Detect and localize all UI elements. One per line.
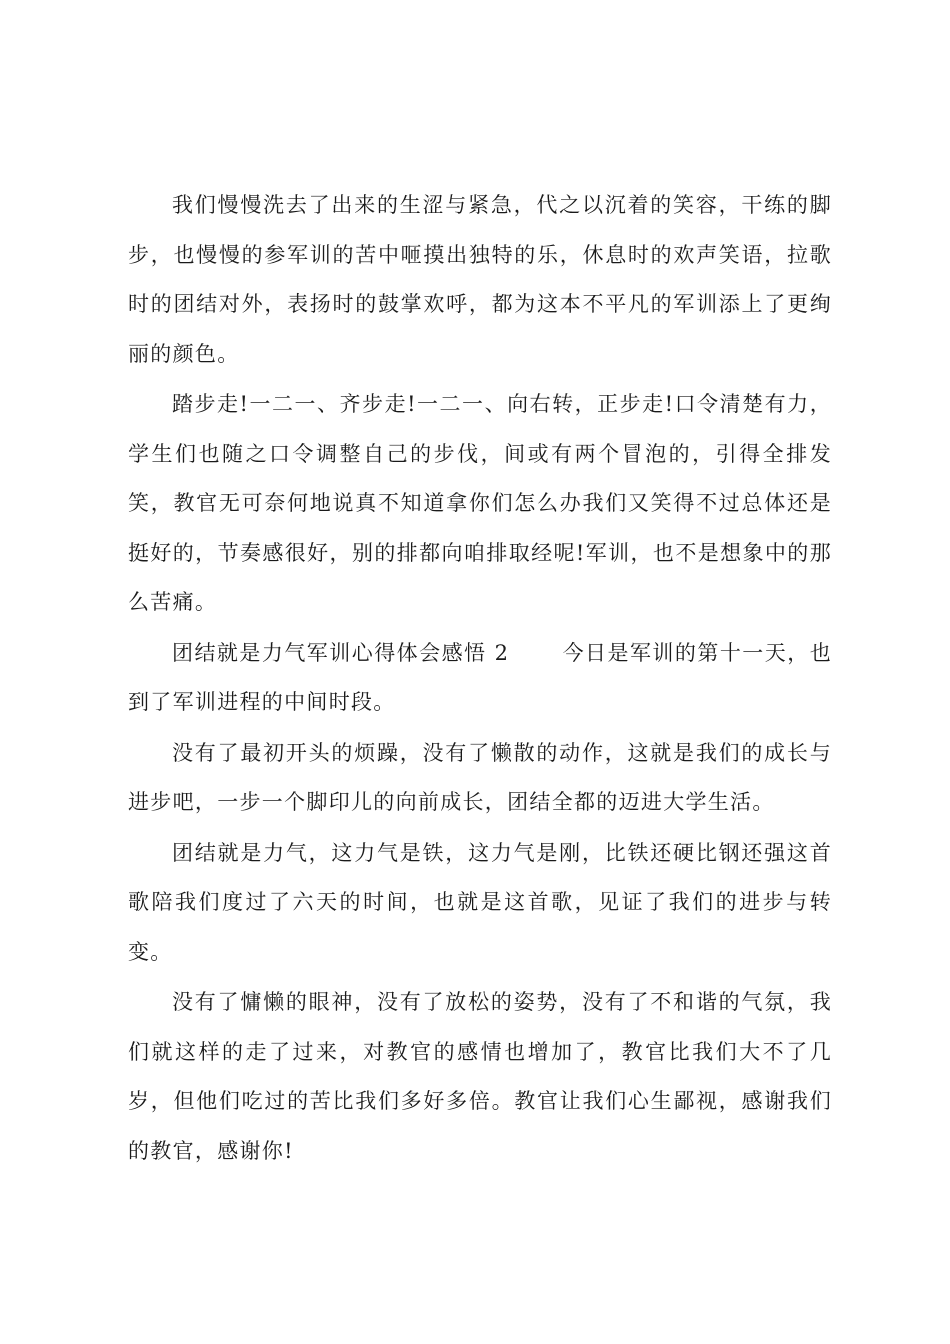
paragraph-2: 踏步走!一二一、齐步走!一二一、向右转，正步走!口令清楚有力，学生们也随之口令调整自己的步伐，间或有两个冒泡的，引得全排发笑，教官无可奈何地说真不知道拿你们怎么办我们又笑得不过总体还是挺好的，节奏感很好，别的排都向咱排取经呢!军训，也不是想象中的那么苦痛。 [128, 392, 832, 614]
document-body [128, 181, 832, 1177]
paragraph-6: 没有了慵懒的眼神，没有了放松的姿势，没有了不和谐的气氛，我们就这样的走了过来，对教官的感情也增加了，教官比我们大不了几岁，但他们吃过的苦比我们多好多倍。教官让我们心生鄙视，感谢我们的教官，感谢你! [128, 990, 832, 1163]
paragraph-5: 团结就是力气，这力气是铁，这力气是刚，比铁还硬比钢还强这首歌陪我们度过了六天的时间，也就是这首歌，见证了我们的进步与转变。 [128, 840, 832, 964]
paragraph-3: 团结就是力气军训心得体会感悟 2 今日是军训的第十一天，也到了军训进程的中间时段。 [128, 640, 832, 714]
paragraph-4: 没有了最初开头的烦躁，没有了懒散的动作，这就是我们的成长与进步吧，一步一个脚印儿的向前成长，团结全都的迈进大学生活。 [128, 740, 832, 814]
paragraph-1: 我们慢慢洗去了出来的生涩与紧急，代之以沉着的笑容，干练的脚步，也慢慢的参军训的苦中咂摸出独特的乐，休息时的欢声笑语，拉歌时的团结对外，表扬时的鼓掌欢呼，都为这本不平凡的军训添上了更绚丽的颜色。 [128, 193, 832, 366]
